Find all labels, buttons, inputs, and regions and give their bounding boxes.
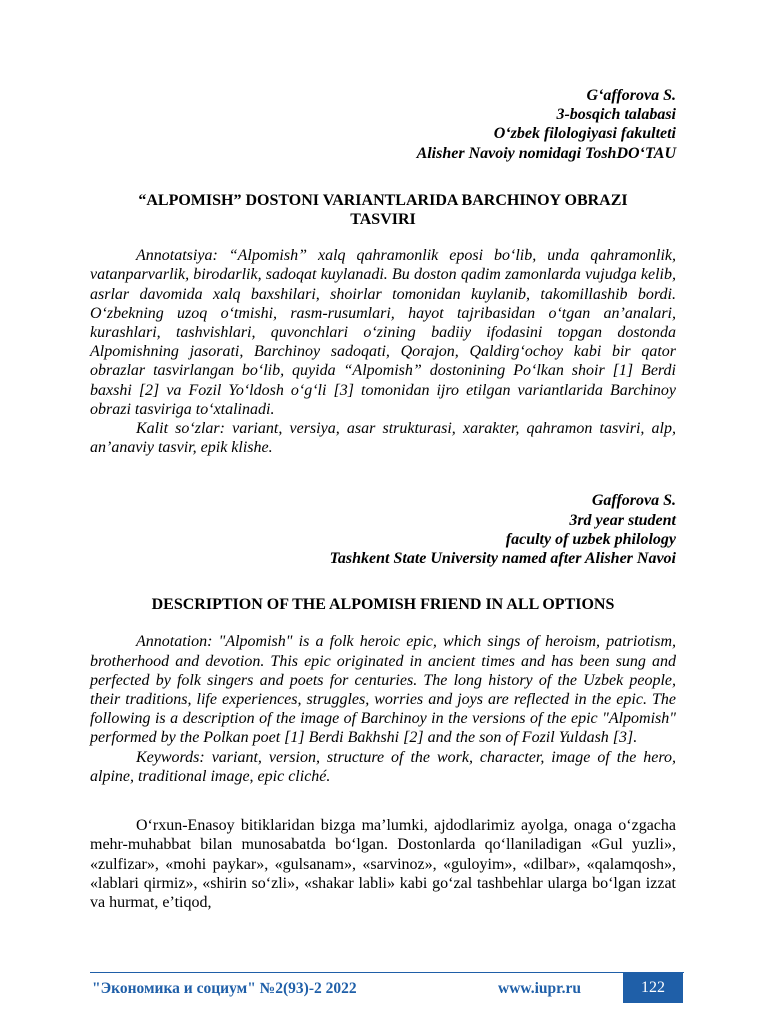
uz-title-line-2: TASVIRI: [350, 211, 416, 229]
en-annotation: Annotation: "Alpomish" is a folk heroic epic, which sings of heroism, patriotism, brotherhood and devotion. This epic originated in ancient times and has been sung and perfected by folk singers and poets for centuries. The long history of the Uzbek people, their traditions, life experiences, struggles, worries and joys are reflected in the epic. The following is a description of the image of Barchinoy in the versions of the epic "Alpomish" performed by the Polkan poet [1] Berdi Bakhshi [2] and the son of Fozil Yuldash [3].: [90, 633, 676, 747]
uz-author-faculty: O‘zbek filologiyasi fakulteti: [493, 125, 676, 143]
page-footer: [90, 972, 684, 1004]
en-article-title: DESCRIPTION OF THE ALPOMISH FRIEND IN ALL OPTIONS: [151, 596, 615, 614]
journal-name: "Экономика и социум" №2(93)-2 2022: [92, 980, 357, 997]
uz-abstract: [90, 246, 676, 457]
en-keywords: Keywords: variant, version, structure of the work, character, image of the hero, alpine, traditional image, epic cliché.: [90, 748, 676, 785]
footer-divider: [90, 972, 684, 973]
uz-title-line-1: “ALPOMISH” DOSTONI VARIANTLARIDA BARCHINOY OBRAZI: [138, 191, 628, 209]
uz-article-title: [90, 191, 676, 229]
en-abstract: [90, 632, 676, 786]
en-author-faculty: faculty of uzbek philology: [505, 530, 676, 548]
en-author-name: Gafforova S.: [591, 492, 676, 510]
page-number-badge: 122: [623, 973, 683, 1003]
article-body: [90, 816, 676, 912]
uz-keywords: Kalit so‘zlar: variant, versiya, asar strukturasi, xarakter, qahramon tasviri, alp, an’anaviy tasvir, epik klishe.: [90, 420, 676, 457]
uz-author-position: 3-bosqich talabasi: [556, 106, 676, 124]
en-author-block: [90, 491, 676, 568]
body-paragraph: O‘rxun-Enasoy bitiklaridan bizga ma’lumki, ajdodlarimiz ayolga, onaga o‘zgacha mehr-muhabbat bilan munosabatda bo‘lgan. Dostonlarda qo‘llaniladigan «Gul yuzli», «zulfizar», «mohi paykar», «gulsanam», «sarvinoz», «guloyim», «dilbar», «qalamqosh», «lablari qirmiz», «shirin so‘zli», «shakar labli» kabi go‘zal tashbehlar ularga bo‘lgan izzat va hurmat, e’tiqod,: [90, 817, 676, 911]
en-author-university: Tashkent State University named after Alisher Navoi: [329, 550, 676, 568]
uz-author-university: Alisher Navoiy nomidagi ToshDO‘TAU: [416, 144, 676, 162]
uz-annotation: Annotatsiya: “Alpomish” xalq qahramonlik eposi bo‘lib, unda qahramonlik, vatanparvarlik, birodarlik, sadoqat kuylanadi. Bu doston qadim zamonlarda vujudga kelib, asrlar davomida xalq baxshilari, shoirlar tomonidan kuylanib, takomillashib bordi. O‘zbekning uzoq o‘tmishi, rasm-rusumlari, hayot tajribasidan o‘tgan an’analari, kurashlari, tashvishlari, quvonchlari o‘zining badiiy ifodasini topgan dostonda Alpomishning jasorati, Barchinoy sadoqati, Qorajon, Qaldirg‘ochoy kabi bir qator obrazlar tasvirlangan bo‘lib, quyida “Alpomish” dostonining Po‘lkan shoir [1] Berdi baxshi [2] va Fozil Yo‘ldosh o‘g‘li [3] tomonidan ijro etilgan variantlarida Barchinoy obrazi tasviriga to‘xtalinadi.: [90, 247, 676, 418]
uz-author-name: G‘afforova S.: [586, 87, 676, 104]
journal-website-link[interactable]: www.iupr.ru: [498, 980, 581, 997]
article-page: [90, 86, 676, 912]
uz-author-block: [90, 86, 676, 163]
en-author-position: 3rd year student: [569, 511, 676, 529]
